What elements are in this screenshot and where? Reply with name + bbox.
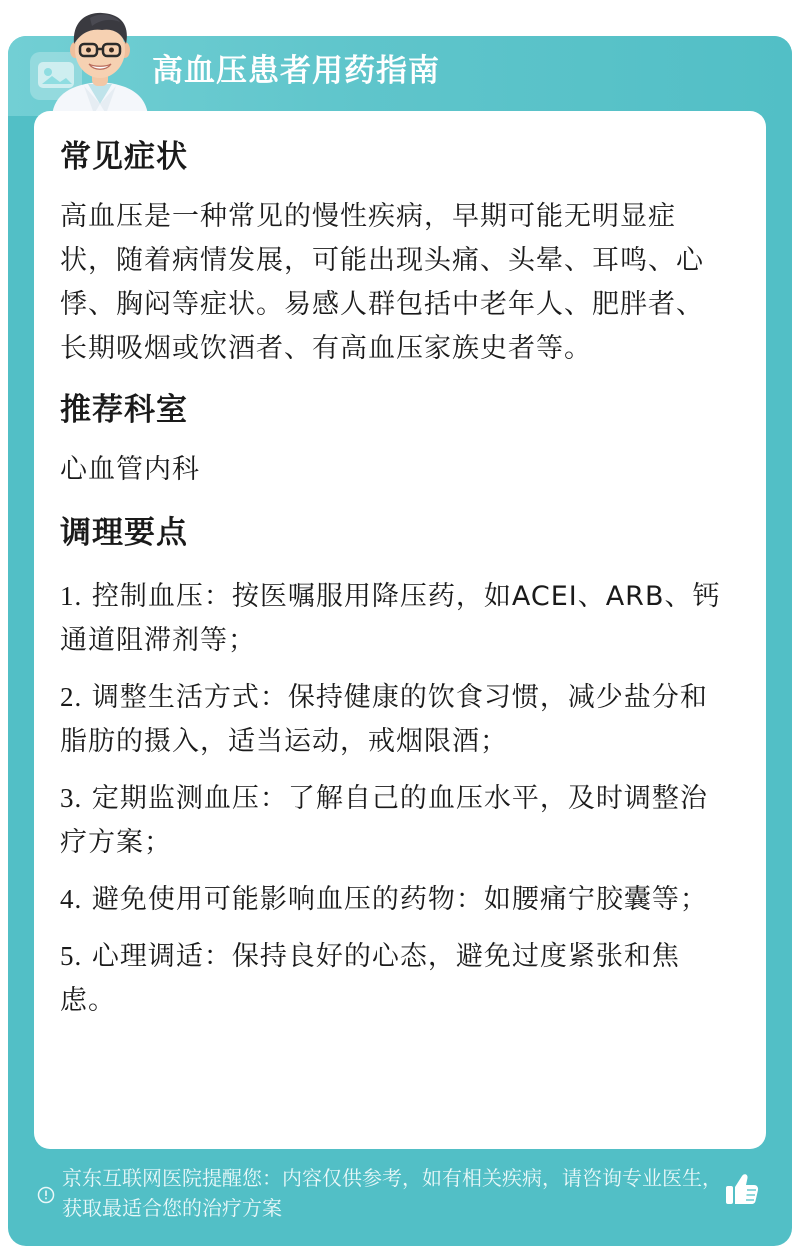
- doctor-avatar-icon: [44, 4, 156, 116]
- care-list: [60, 574, 730, 1023]
- care-item-text: 定期监测血压：了解自己的血压水平，及时调整治疗方案；: [60, 783, 708, 858]
- disclaimer-text: 京东互联网医院提醒您：内容仅供参考，如有相关疾病，请咨询专业医生，获取最适合您的治疗方案: [62, 1166, 722, 1220]
- info-icon: [37, 1186, 55, 1204]
- care-item-number: 5.: [60, 941, 83, 971]
- care-item-3: [60, 776, 730, 865]
- care-item-text: 调整生活方式：保持健康的饮食习惯，减少盐分和脂肪的摄入，适当运动，戒烟限酒；: [60, 682, 708, 757]
- care-item-number: 1.: [60, 581, 83, 611]
- care-item-number: 4.: [60, 884, 83, 914]
- care-item-text: 控制血压：按医嘱服用降压药，如ACEI、ARB、钙通道阻滞剂等；: [60, 581, 721, 656]
- section-title-care: 调理要点: [60, 515, 188, 551]
- care-item-text: 避免使用可能影响血压的药物：如腰痛宁胶囊等；: [91, 884, 708, 915]
- care-item-1: [60, 574, 730, 663]
- care-item-number: 2.: [60, 682, 83, 712]
- section-title-symptoms: 常见症状: [60, 139, 188, 175]
- care-item-5: [60, 934, 730, 1023]
- care-item-text: 心理调适：保持良好的心态，避免过度紧张和焦虑。: [60, 941, 680, 1016]
- page-title: 高血压患者用药指南: [152, 53, 440, 89]
- section-title-department: 推荐科室: [60, 392, 188, 428]
- content: [60, 128, 730, 1035]
- care-item-4: [60, 877, 730, 922]
- department-text: 心血管内科: [60, 454, 200, 485]
- care-item-2: [60, 675, 730, 764]
- care-item-number: 3.: [60, 783, 83, 813]
- thumbs-up-icon[interactable]: [723, 1170, 761, 1208]
- symptoms-text: 高血压是一种常见的慢性疾病，早期可能无明显症状，随着病情发展，可能出现头痛、头晕、耳鸣、心悸、胸闷等症状。易感人群包括中老年人、肥胖者、长期吸烟或饮酒者、有高血压家族史者等。: [60, 201, 704, 364]
